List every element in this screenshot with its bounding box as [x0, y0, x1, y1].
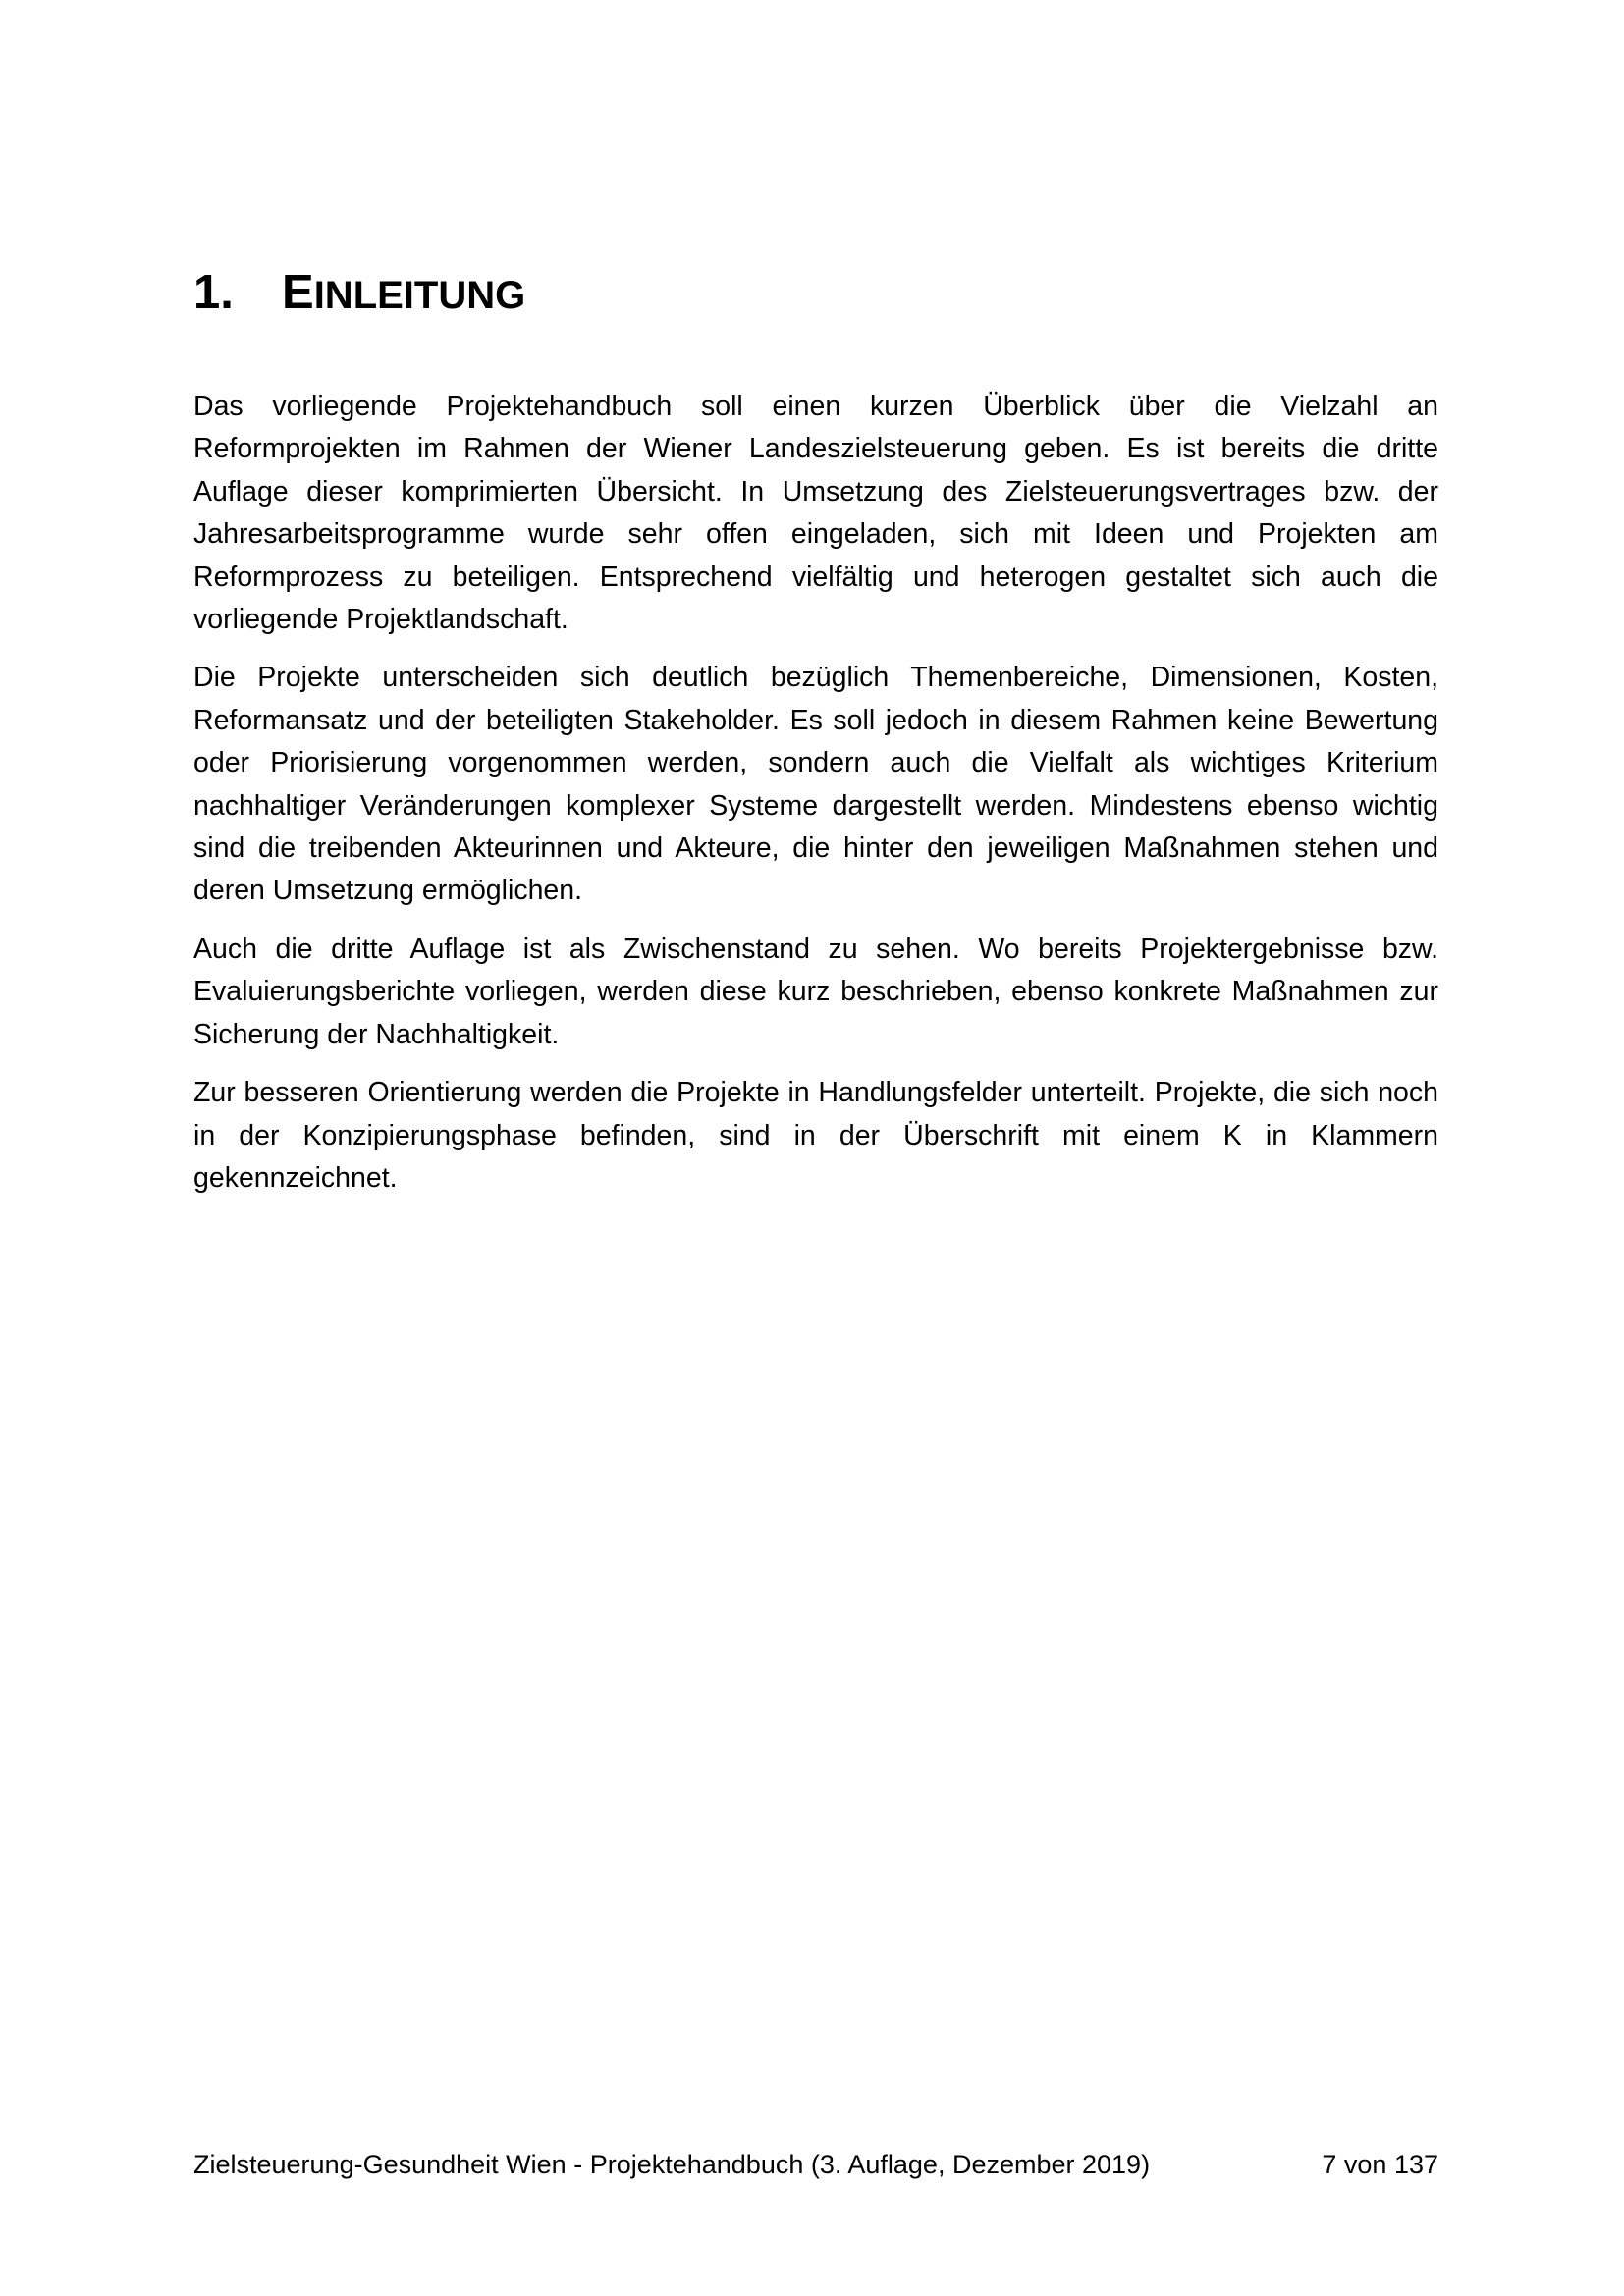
chapter-heading	[193, 263, 525, 325]
chapter-title-initial: E	[282, 266, 314, 319]
chapter-title-rest: INLEITUNG	[313, 274, 526, 317]
paragraph-2: Die Projekte unterscheiden sich deutlich bezüglich Themenbereiche, Dimensionen, Kosten, Reformansatz und der beteiligten Stakeholder. Es soll jedoch in diesem Rahmen keine Bewertung oder Priorisierung vorgenommen werden, sondern auch die Vielfalt als wichtiges Kriterium nachhaltiger Veränderungen komplexer Systeme dargestellt werden. Mindestens ebenso wichtig sind die treibenden Akteurinnen und Akteure, die hinter den jeweiligen Maßnahmen stehen und deren Umsetzung ermöglichen.	[193, 662, 1438, 907]
footer-document-title: Zielsteuerung-Gesundheit Wien - Projektehandbuch (3. Auflage, Dezember 2019)	[193, 2150, 1151, 2179]
footer-page-number: 7 von 137	[1322, 2150, 1438, 2179]
paragraph-3: Auch die dritte Auflage ist als Zwischenstand zu sehen. Wo bereits Projektergebnisse bzw. Evaluierungsberichte vorliegen, werden diese kurz beschrieben, ebenso konkrete Maßnahmen zur Sicherung der Nachhaltigkeit.	[193, 933, 1438, 1050]
page-footer	[193, 2147, 1438, 2182]
paragraph-1: Das vorliegende Projektehandbuch soll einen kurzen Überblick über die Vielzahl an Reformprojekten im Rahmen der Wiener Landeszielsteuerung geben. Es ist bereits die dritte Auflage dieser komprimierten Übersicht. In Umsetzung des Zielsteuerungsvertrages bzw. der Jahresarbeitsprogramme wurde sehr offen eingeladen, sich mit Ideen und Projekten am Reformprozess zu beteiligen. Entsprechend vielfältig und heterogen gestaltet sich auch die vorliegende Projektlandschaft.	[193, 391, 1438, 636]
chapter-body	[193, 386, 1438, 1215]
paragraph-4: Zur besseren Orientierung werden die Projekte in Handlungsfelder unterteilt. Projekte, die sich noch in der Konzipierungsphase befinden, sind in der Überschrift mit einem K in Klammern gekennzeichnet.	[193, 1077, 1438, 1194]
chapter-number: 1.	[193, 266, 234, 319]
